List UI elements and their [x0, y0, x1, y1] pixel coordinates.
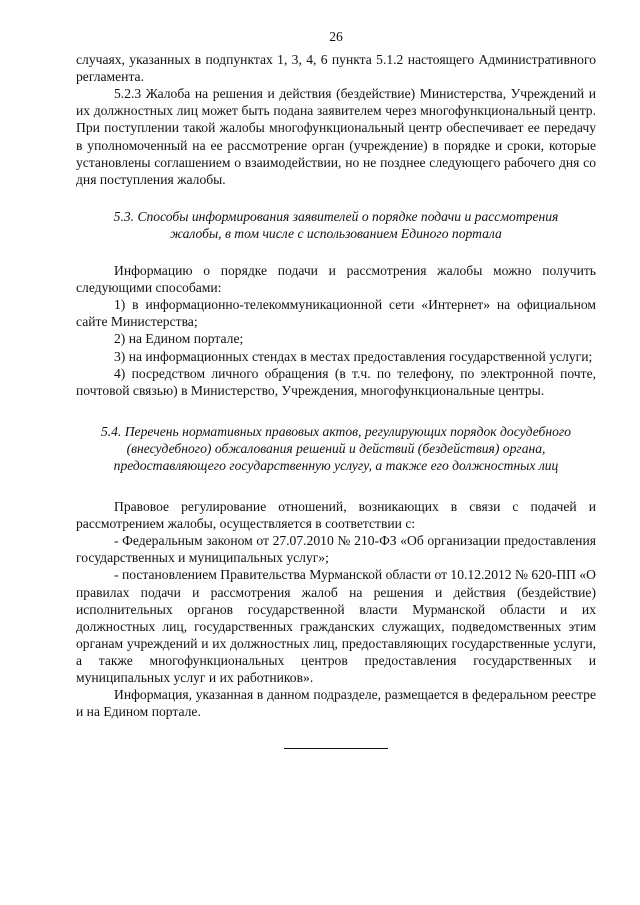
page-number: 26: [329, 29, 343, 44]
section-5-4-list-item-1: - Федеральным законом от 27.07.2010 № 210-ФЗ «Об организации предоставления государственных и муниципальных услуг»;: [76, 533, 596, 566]
section-5-4-closing-paragraph: Информация, указанная в данном подразделе, размещается в федеральном реестре и на Едином портале.: [76, 687, 596, 720]
section-5-4-heading: 5.4. Перечень нормативных правовых актов, регулирующих порядок досудебного (внесудебного) обжалования решений и действий (бездействия) органа, предоставляющего государственную услугу, а также его должностных лиц: [100, 423, 572, 473]
section-5-3-list-item-4: 4) посредством личного обращения (в т.ч. по телефону, по электронной почте, почтовой связью) в Министерство, Учреждения, многофункциональные центры.: [76, 365, 596, 398]
section-5-4-list-item-2: - постановлением Правительства Мурманской области от 10.12.2012 № 620-ПП «О правилах подачи и рассмотрения жалоб на решения и действия (бездействие) исполнительных органов государственной власти Мурманской области и их должностных лиц, государственных гражданских служащих, подведомственных этим органам учреждений и их должностных лиц, предоставляющих государственные услуги, а также многофункциональных центров предоставления государственных и муниципальных услуг и их работников».: [76, 567, 596, 685]
intro-paragraph-continuation: случаях, указанных в подпунктах 1, 3, 4, 6 пункта 5.1.2 настоящего Административного регламента.: [76, 52, 596, 85]
section-5-3-list-item-3: 3) на информационных стендах в местах предоставления государственной услуги;: [114, 348, 593, 364]
section-5-3-list-item-2: 2) на Едином портале;: [114, 331, 244, 347]
section-5-3-heading: 5.3. Способы информирования заявителей о порядке подачи и рассмотрения жалобы, в том числе с использованием Единого портала: [113, 208, 559, 241]
document-page: [76, 28, 596, 749]
footer-rule: [284, 748, 388, 749]
section-5-4-paragraph: Правовое регулирование отношений, возникающих в связи с подачей и рассмотрением жалобы, осуществляется в соответствии с:: [76, 499, 596, 532]
paragraph-5-2-3: 5.2.3 Жалоба на решения и действия (бездействие) Министерства, Учреждений и их должностных лиц может быть подана заявителем через многофункциональный центр. При поступлении такой жалобы многофункциональный центр обеспечивает ее передачу в уполномоченный на ее рассмотрение орган (учреждение) в порядке и сроки, которые установлены соглашением о взаимодействии, но не позднее следующего рабочего дня со дня поступления жалобы.: [76, 86, 596, 187]
section-5-3-list-item-1: 1) в информационно-телекоммуникационной сети «Интернет» на официальном сайте Министерства;: [76, 297, 596, 330]
section-5-3-paragraph: Информацию о порядке подачи и рассмотрения жалобы можно получить следующими способами:: [76, 263, 596, 296]
